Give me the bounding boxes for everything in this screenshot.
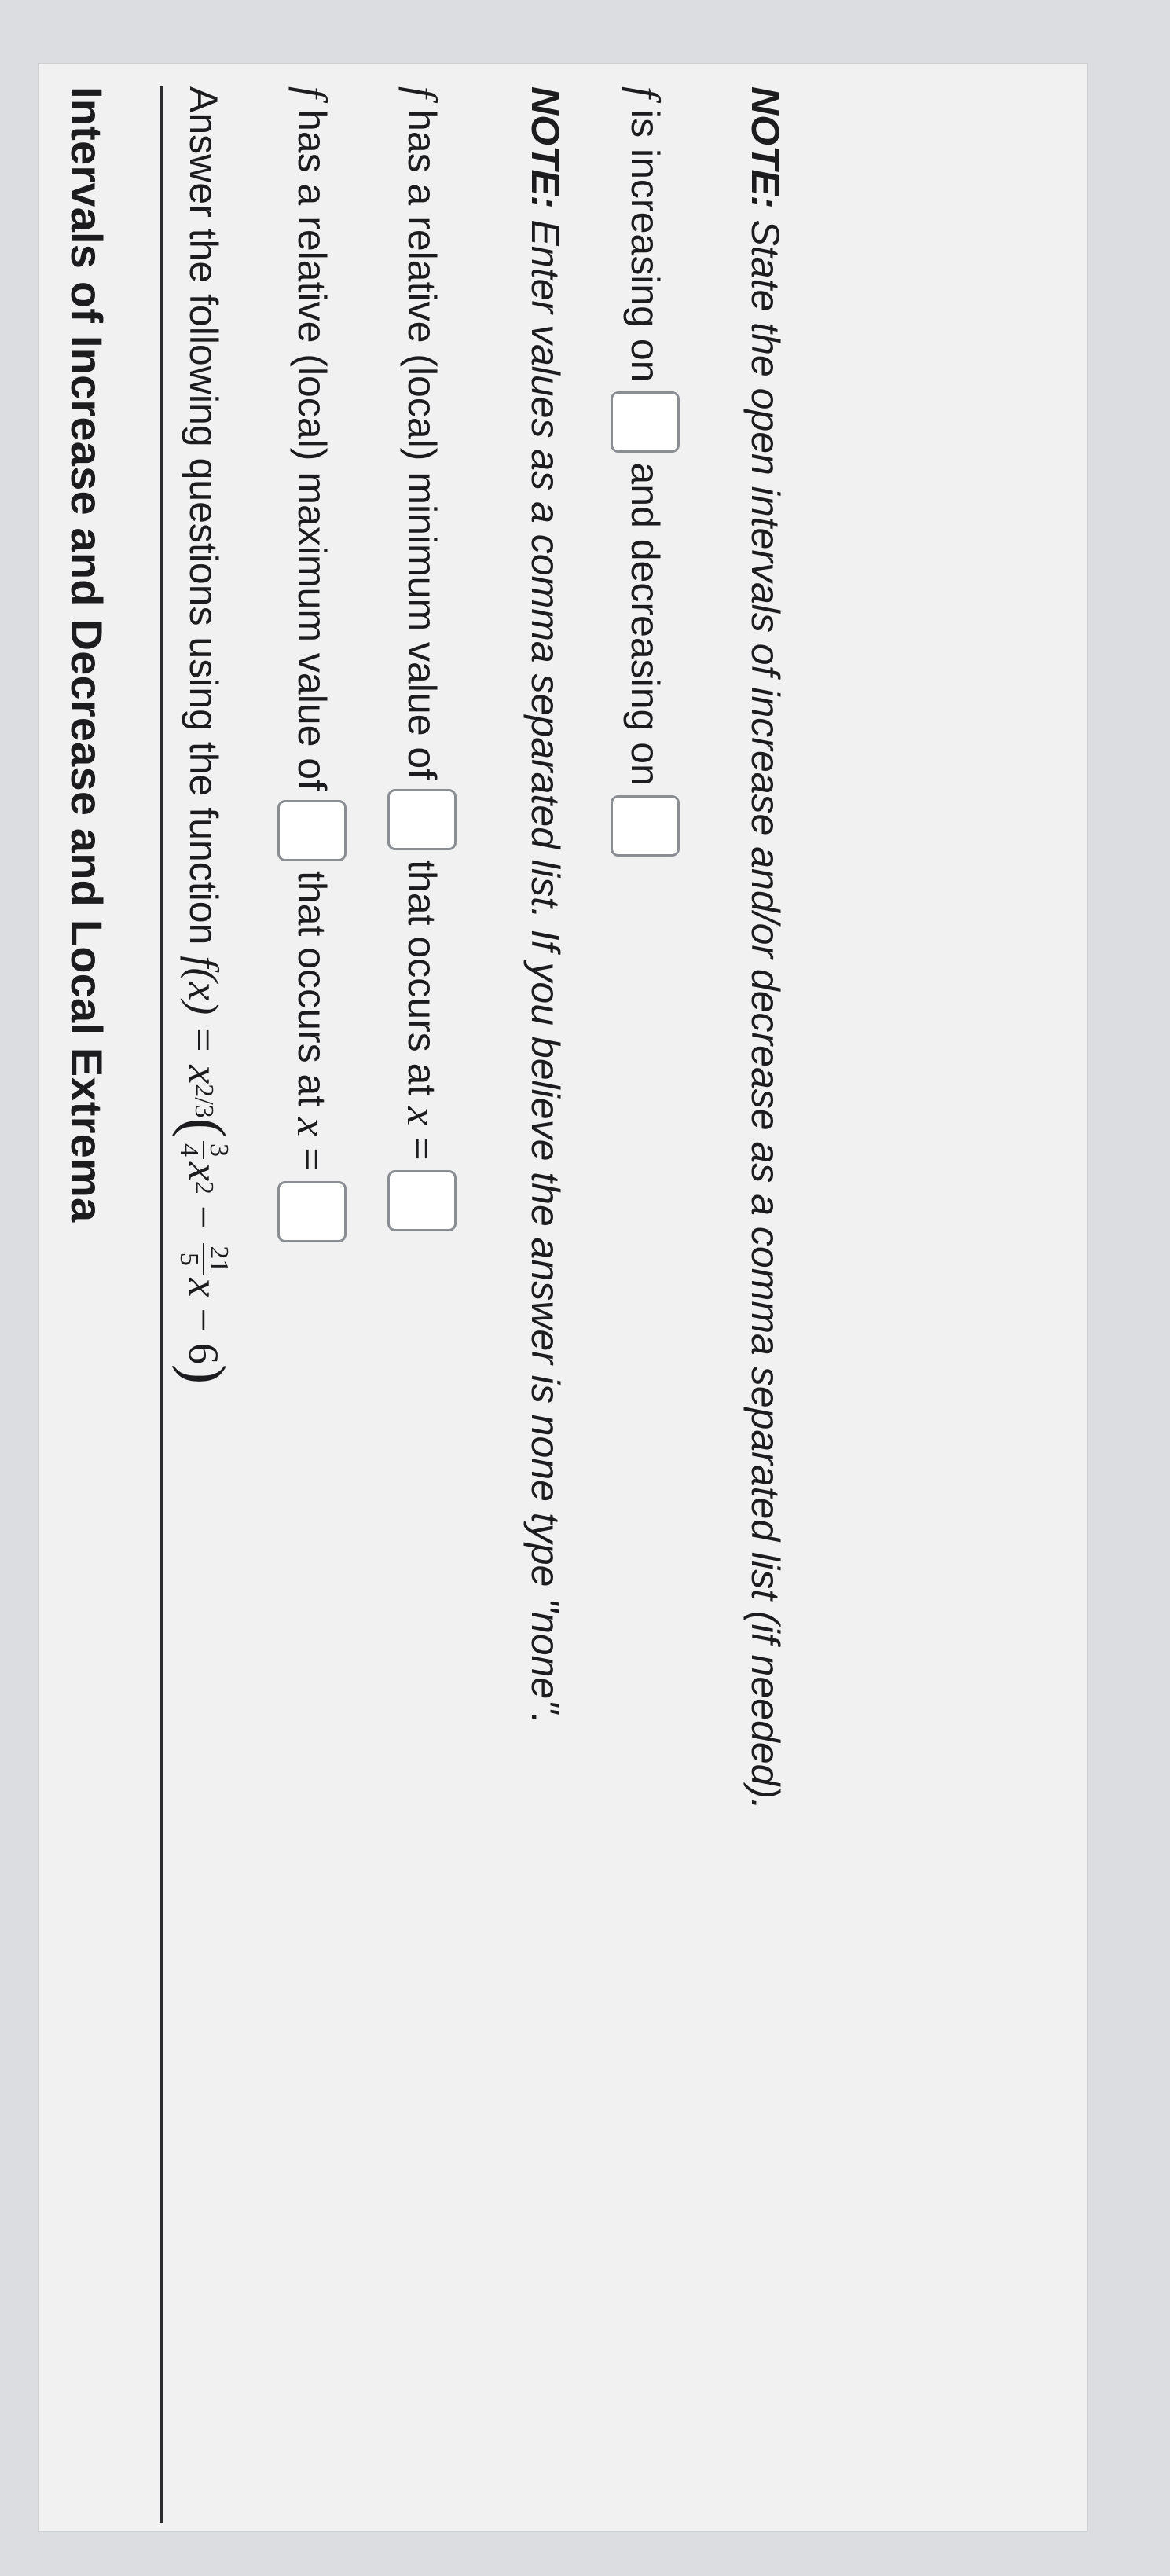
interval-line <box>611 86 680 866</box>
min-value-input[interactable] <box>387 789 457 850</box>
minus-sign-1: − <box>180 1205 228 1230</box>
min-equals: = <box>398 1136 446 1161</box>
min-line <box>387 86 457 1241</box>
max-text: has a relative (local) maximum value of <box>290 109 334 791</box>
note-extrema-text: Enter values as a comma separated list. If you believe the answer is none type "none". <box>523 219 567 1724</box>
note-intervals <box>743 86 788 1810</box>
max-x-input[interactable] <box>277 1181 347 1242</box>
fraction-21-5 <box>175 1243 233 1275</box>
decreasing-text: and decreasing on <box>623 462 667 786</box>
max-occurs-text: that occurs at <box>290 871 334 1107</box>
note-intervals-text: State the open intervals of increase and/or decrease as a comma separated list (if needed). <box>743 219 787 1810</box>
fraction-3-4-numerator: 3 <box>204 1141 233 1159</box>
max-equals: = <box>288 1147 336 1172</box>
min-f-symbol: f <box>398 86 446 99</box>
question-title: Intervals of Increase and Decrease and Local Extrema <box>62 86 112 1223</box>
fraction-21-5-numerator: 21 <box>204 1243 233 1275</box>
instruction-line <box>170 86 238 1384</box>
interval-f-symbol: f <box>622 86 669 99</box>
term1-var: x <box>180 1161 228 1181</box>
increasing-interval-input[interactable] <box>611 391 680 453</box>
fraction-3-4 <box>175 1141 233 1159</box>
note-intervals-label: NOTE: <box>743 86 787 209</box>
instruction-text: Answer the following questions using the function <box>182 86 226 945</box>
function-exponent: 2/3 <box>189 1084 219 1118</box>
title-divider <box>160 86 163 2523</box>
min-x-var: x <box>398 1106 446 1126</box>
max-x-var: x <box>288 1117 336 1137</box>
min-x-input[interactable] <box>387 1170 457 1231</box>
min-occurs-text: that occurs at <box>400 860 444 1096</box>
min-text: has a relative (local) minimum value of <box>400 109 444 780</box>
term2-var: x <box>180 1278 228 1297</box>
function-lhs: f(x) = <box>180 956 228 1055</box>
open-paren: ( <box>171 1117 237 1138</box>
fraction-3-4-denominator: 4 <box>174 1143 204 1157</box>
max-value-input[interactable] <box>277 800 347 861</box>
note-extrema-label: NOTE: <box>523 86 567 209</box>
note-extrema <box>523 86 568 1724</box>
constant-term: 6 <box>180 1342 228 1364</box>
term1-exponent: 2 <box>189 1180 219 1194</box>
fraction-21-5-denominator: 5 <box>174 1252 204 1266</box>
max-f-symbol: f <box>288 86 336 99</box>
function-base: x <box>180 1065 228 1084</box>
close-paren: ) <box>171 1363 237 1385</box>
increasing-text: is increasing on <box>623 109 667 383</box>
decreasing-interval-input[interactable] <box>611 795 680 857</box>
max-line <box>277 86 347 1252</box>
minus-sign-2: − <box>180 1308 228 1332</box>
